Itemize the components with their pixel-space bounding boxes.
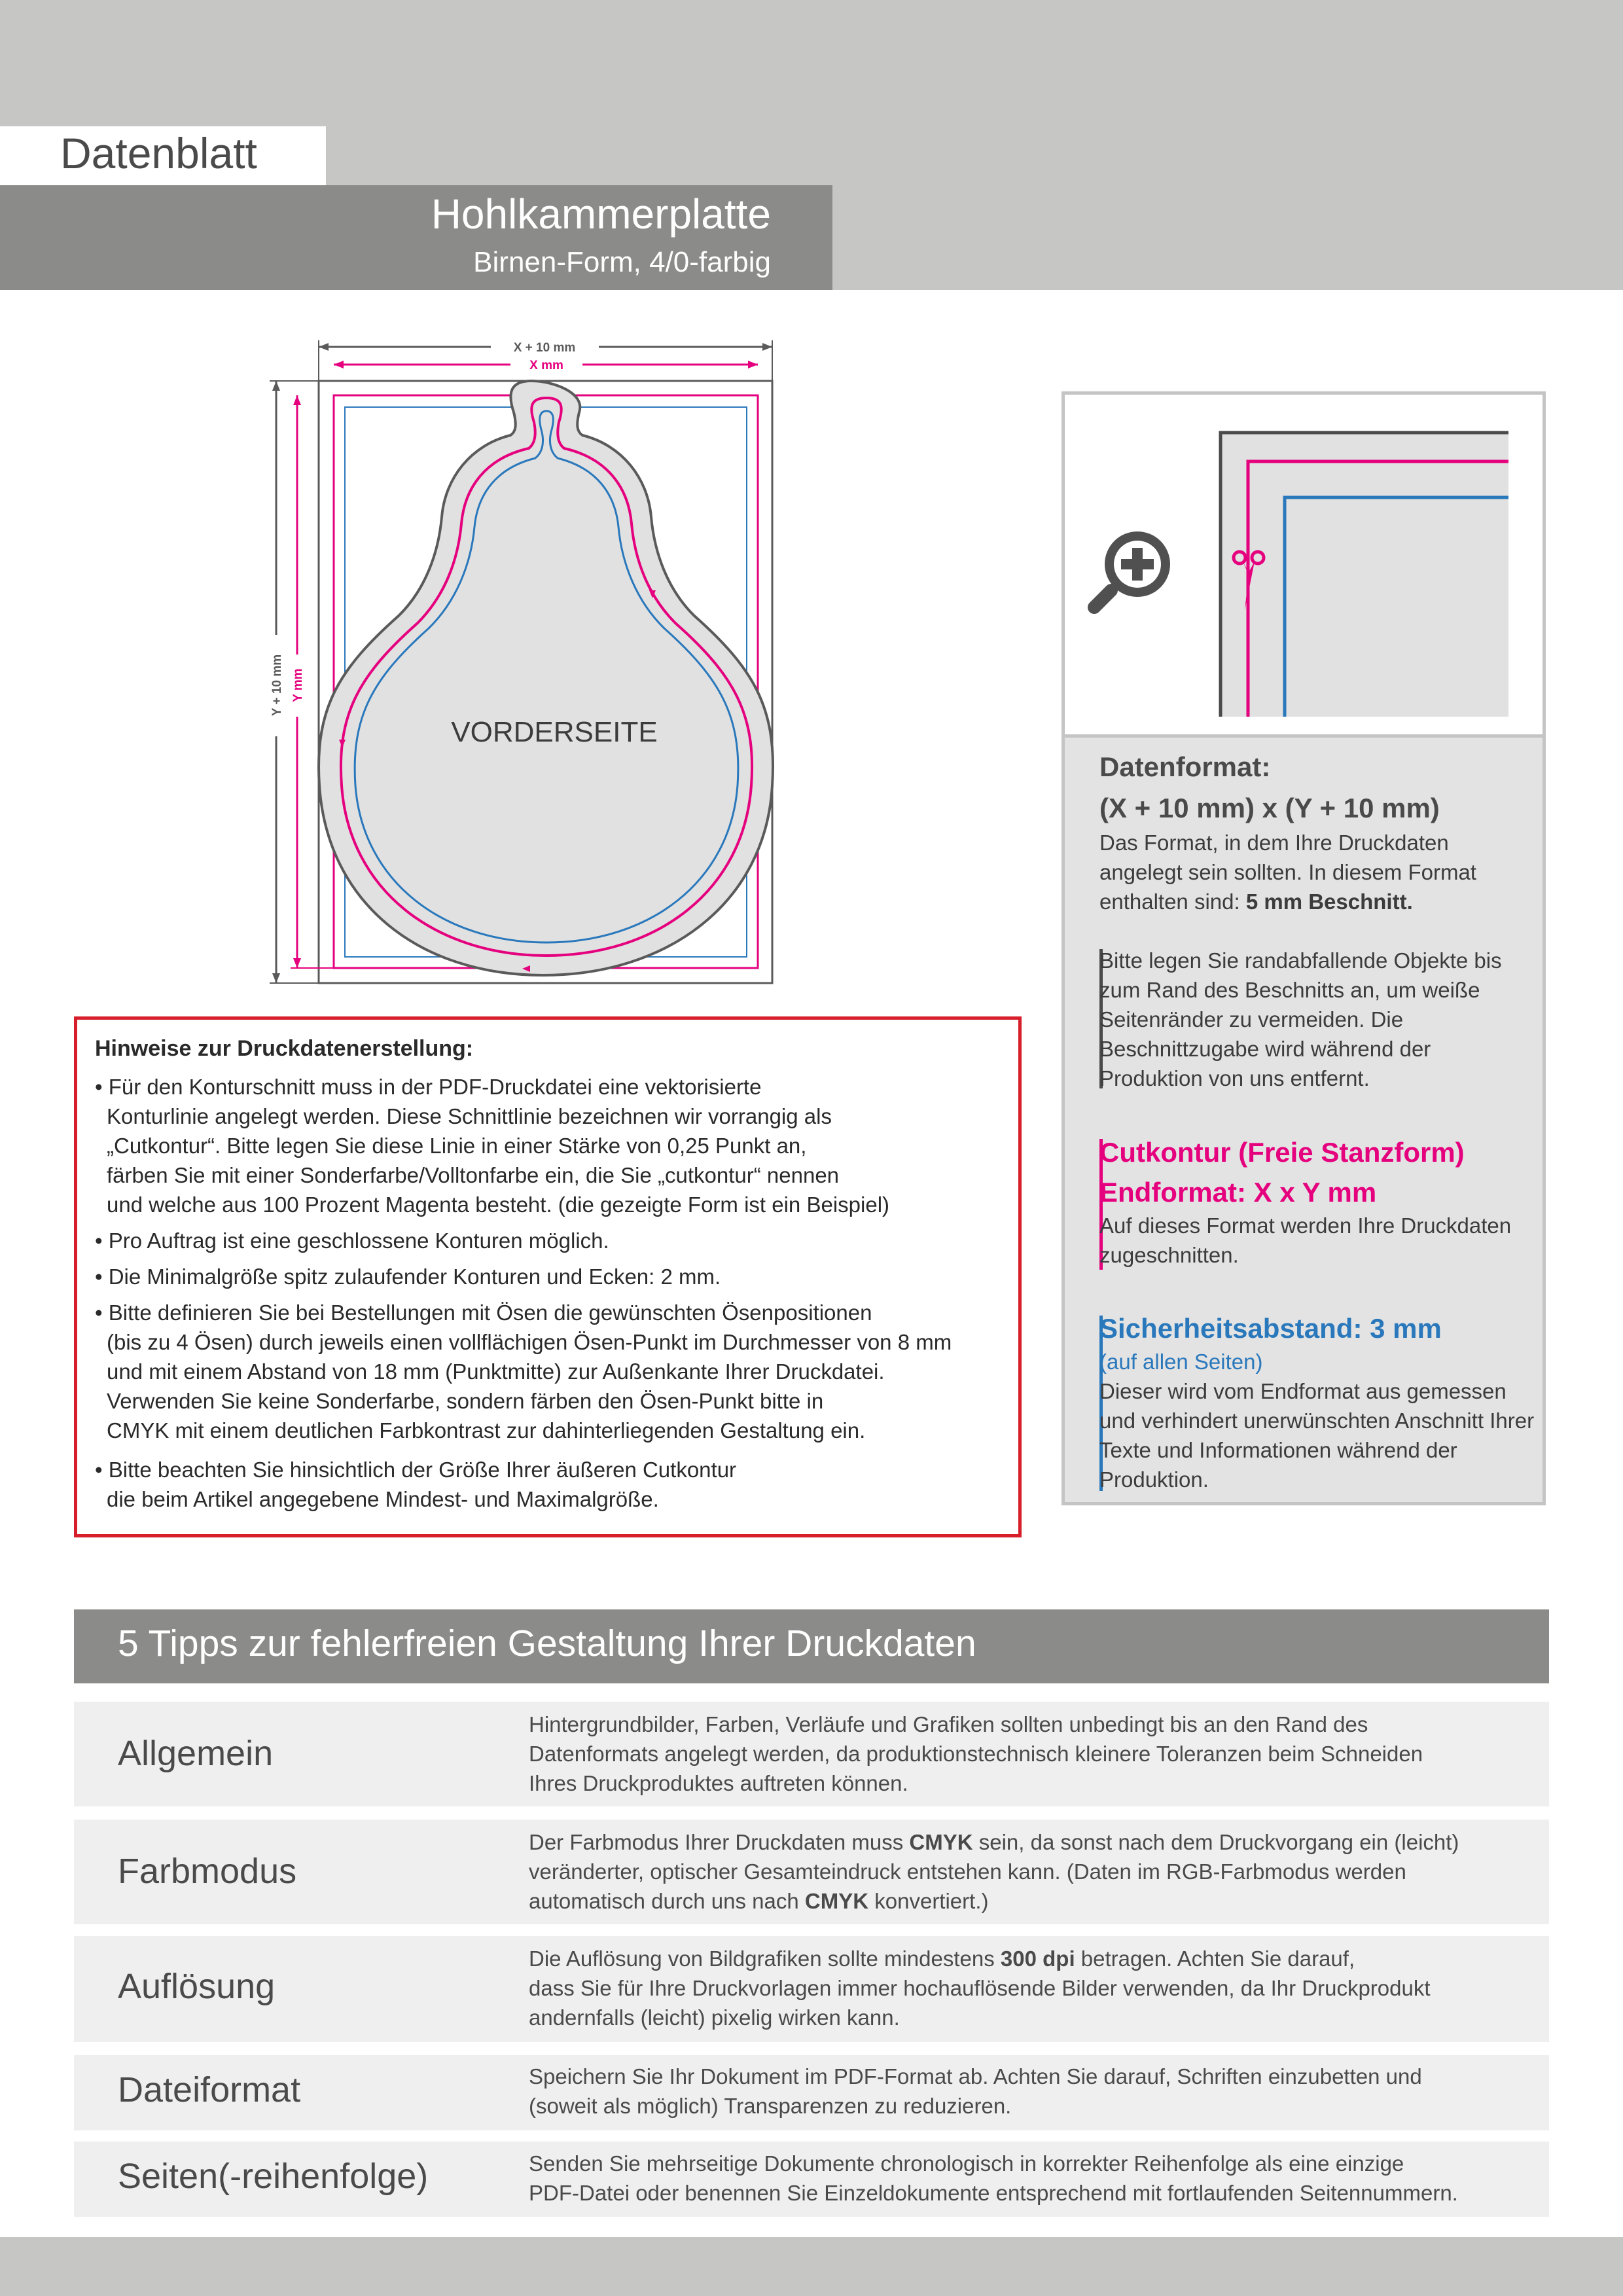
product-title: Hohlkammerplatte: [431, 190, 771, 238]
end-text: Auf dieses Format werden Ihre Druckdaten zugeschnitten.: [1099, 1213, 1512, 1267]
datenformat-size: (X + 10 mm) x (Y + 10 mm): [1099, 793, 1440, 823]
dim-width-inner: X mm: [529, 359, 563, 372]
safe-text: Dieser wird vom Endformat aus gemessen und verhindert unerwünschten Anschnitt Ihrer Texte und Informationen während der Produktion.: [1099, 1379, 1535, 1492]
end-title: Endformat: X x Y mm: [1099, 1177, 1377, 1208]
bottom-band: [0, 2237, 1623, 2296]
datenformat-text: Das Format, in dem Ihre Druckdaten angelegt sein sollten. In diesem Format enthalten sind: 5 mm Beschnitt.: [1099, 831, 1476, 914]
dim-height-outer: Y + 10 mm: [270, 654, 284, 717]
cut-title: Cutkontur (Freie Stanzform): [1099, 1137, 1465, 1168]
tip-label: Farbmodus: [118, 1852, 297, 1891]
tip-label: Seiten(-reihenfolge): [118, 2157, 429, 2196]
product-subtitle: Birnen-Form, 4/0-farbig: [473, 246, 771, 278]
zoom-in-icon: [1086, 524, 1178, 615]
tip-text: Der Farbmodus Ihrer Druckdaten muss CMYK sein, da sonst nach dem Druckvorgang ein (leicht) veränderter, optischer Gesamteindruck entstehen kann. (Daten im RGB-Farbmodus werden automatisch durch uns nach CMYK konvertiert.): [529, 1830, 1459, 1913]
dim-height-inner: Y mm: [291, 668, 305, 702]
pear-outer-contour: [319, 381, 773, 975]
hint-item: • Die Minimalgröße spitz zulaufender Konturen und Ecken: 2 mm.: [95, 1265, 721, 1289]
tip-text: Hintergrundbilder, Farben, Verläufe und Grafiken sollten unbedingt bis an den Rand des Datenformats angelegt werden, da produktionstechnisch kleinere Toleranzen beim Schneiden Ihres Druckproduktes auftreten können.: [529, 1712, 1423, 1795]
tip-label: Dateiformat: [118, 2070, 301, 2109]
safe-subtitle: (auf allen Seiten): [1099, 1350, 1263, 1374]
tip-label: Allgemein: [118, 1734, 274, 1773]
hint-item: • Bitte definieren Sie bei Bestellungen mit Ösen die gewünschten Ösenpositionen (bis zu 4 Ösen) durch jeweils einen vollflächigen Ösen-Punkt im Durchmesser von 8 mm und mit einem Abstand von 18 mm (Punktmitte) zur Außenkante Ihrer Druckdatei. Verwenden Sie keine Sonderfarbe, sondern färben den Ösen-Punkt bitte in CMYK mit einem deutlichen Farbkontrast zur dahinterliegenden Gestaltung ein.: [95, 1300, 952, 1443]
datenformat-title: Datenformat:: [1099, 751, 1271, 782]
hints-title: Hinweise zur Druckdatenerstellung:: [95, 1036, 474, 1061]
dim-width-outer: X + 10 mm: [513, 341, 576, 355]
hint-item: • Pro Auftrag ist eine geschlossene Konturen möglich.: [95, 1229, 609, 1253]
tip-text: Die Auflösung von Bildgrafiken sollte mindestens 300 dpi betragen. Achten Sie darauf, dass Sie für Ihre Druckvorlagen immer hochauflösende Bilder verwenden, da Ihr Druckprodukt andernfalls (leicht) pixelig wirken kann.: [529, 1946, 1431, 2030]
hint-item: • Bitte beachten Sie hinsichtlich der Größe Ihrer äußeren Cutkontur die beim Artikel angegebene Mindest- und Maximalgröße.: [95, 1458, 737, 1511]
datenblatt-label: Datenblatt: [60, 129, 257, 177]
tip-text: Speichern Sie Ihr Dokument im PDF-Format ab. Achten Sie darauf, Schriften einzubetten und (soweit als möglich) Transparenzen zu reduzieren.: [529, 2064, 1422, 2118]
beschnitt-text: Bitte legen Sie randabfallende Objekte bis zum Rand des Beschnitts an, um weiße Seitenränder zu vermeiden. Die Beschnittzugabe wird während der Produktion von uns entfernt.: [1099, 948, 1502, 1090]
tips-title: 5 Tipps zur fehlerfreien Gestaltung Ihrer Druckdaten: [118, 1623, 976, 1664]
scissors-icon: [1232, 548, 1266, 614]
side-label: VORDERSEITE: [451, 716, 658, 748]
tip-text: Senden Sie mehrseitige Dokumente chronologisch in korrekter Reihenfolge als eine einzige PDF-Datei oder benennen Sie Einzeldokumente entsprechend mit fortlaufenden Seitennummern.: [529, 2151, 1458, 2205]
pear-shape-diagram: [249, 327, 812, 1001]
tip-label: Auflösung: [118, 1967, 276, 2006]
safe-title: Sicherheitsabstand: 3 mm: [1099, 1313, 1442, 1344]
hint-item: • Für den Konturschnitt muss in der PDF-Druckdatei eine vektorisierte Konturlinie angelegt werden. Diese Schnittlinie bezeichnen wir vorrangig als „Cutkontur“. Bitte legen Sie diese Linie in einer Stärke von 0,25 Punkt an, färben Sie mit einer Sonderfarbe/Volltonfarbe ein, die Sie „cutkontur“ nennen und welche aus 100 Prozent Magenta besteht. (die gezeigte Form ist ein Beispiel): [95, 1075, 890, 1217]
